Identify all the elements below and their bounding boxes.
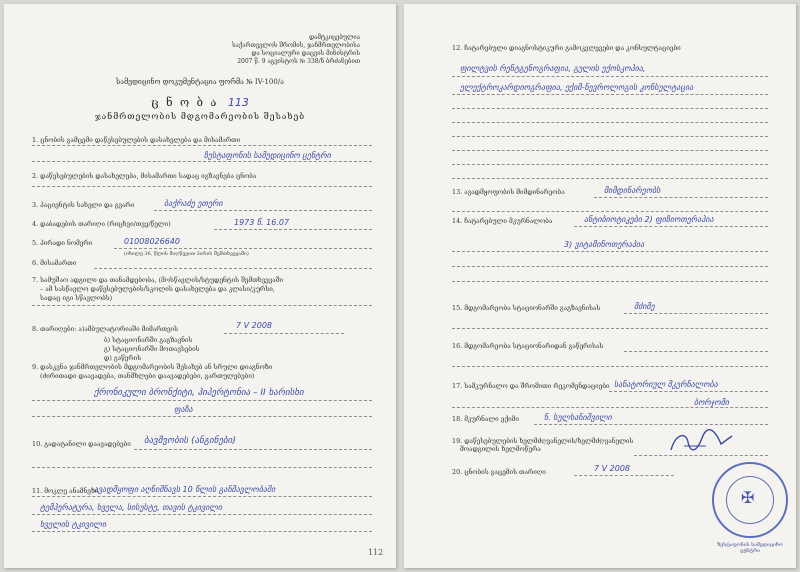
field-5-label: 5. პირადი ნომერი [32, 239, 93, 247]
field-line [452, 251, 768, 252]
field-line [134, 449, 372, 450]
field-line [452, 281, 768, 282]
field-12-value-1: ფილტვის რენტგენოგრაფია, გულის ექოსკოპია, [460, 64, 646, 73]
field-9-label-1: 9. დასკვნა ჯანმრთელობის მდგომარეობის შესახებ ან სრული დიაგნოზი [32, 363, 273, 371]
field-line [452, 178, 768, 179]
field-12-label: 12. ჩატარებული დიაგნოსტიკური გამოკვლევები და კონსულტაციები [452, 44, 681, 52]
field-1-value: ზესტაფონის სამედიცინო ცენტრი [204, 151, 331, 160]
field-line [534, 424, 768, 425]
field-line [452, 94, 768, 95]
field-6-label: 6. მისამართი [32, 259, 77, 267]
field-line [154, 210, 372, 211]
field-8a-value: 7 V 2008 [236, 321, 273, 330]
field-line [574, 226, 768, 227]
form-page-left [4, 4, 396, 568]
field-20-label: 20. ცნობის გაცემის თარიღი [452, 468, 546, 476]
field-11-value-3: ხველის ტკივილი [40, 520, 107, 529]
field-13-value: მიმდინარეობს [604, 186, 661, 195]
certificate-number: 113 [227, 96, 249, 109]
field-7-label-2: – ამ სასწავლო დაწესებულების/სკოლის დასახელება და კლასი/კურსი, [40, 285, 275, 293]
field-line [594, 197, 768, 198]
field-line [452, 407, 768, 408]
director-signature [666, 428, 736, 458]
field-line [32, 186, 372, 187]
header-line4: 2007 წ. 9 აგვისტოს № 338/ნ ბრძანებით [237, 58, 360, 65]
field-17-value-2: ბორჯომი [694, 398, 730, 407]
field-20-value: 7 V 2008 [594, 464, 631, 473]
field-3-label: 3. პაციენტის სახელი და გვარი [32, 201, 135, 209]
field-line [32, 145, 372, 146]
field-3-value: ბაქრაძე ეთერი [164, 199, 223, 208]
field-17-value-1: სანატორიულ მკურნალობა [614, 380, 718, 389]
field-8-label: 8. თარიღები: ა)ამბულატორიაში მიმართვის [32, 325, 178, 333]
field-11-value-1: ავადმყოფი აღნიშნავს 10 წლის განმავლობაში [94, 485, 276, 494]
field-18-value: ნ. სულხანიშვილი [544, 413, 612, 422]
stamp-emblem-icon: ✠ [741, 488, 755, 507]
field-9-label-2: (ძირითადი დაავადება, თანმხლები დაავადებები, გართულებები) [40, 372, 255, 380]
field-8d-label: დ) გაწერის [104, 354, 142, 362]
field-8c-label: გ) სტაციონარში მოთავსების [104, 345, 200, 353]
field-line [574, 475, 674, 476]
document-title [4, 96, 396, 109]
field-line [609, 391, 768, 392]
field-4-label: 4. დაბადების თარიღი (რიცხვი/თვე/წელი) [32, 220, 171, 228]
field-5-value: 01008026640 [124, 237, 180, 246]
field-9-value-2: ფაზა [174, 405, 193, 414]
field-11-label: 11. მოკლე ანამნეზი [32, 487, 99, 495]
field-line [452, 266, 768, 267]
field-19-label-2: მოადგილის ხელმოწერა [460, 445, 541, 453]
field-line [452, 328, 768, 329]
field-line [452, 122, 768, 123]
field-9-value-1: ქრონიკული ბრონქიტი, ჰიპერტონია – II ხარისხი [94, 388, 304, 398]
field-line [32, 467, 372, 468]
header-line3: და სოციალური დაცვის მინისტრის [251, 50, 360, 57]
field-10-value: ბავშვობის (ანგინები) [144, 436, 236, 446]
field-line [452, 366, 768, 367]
field-15-value: მძიმე [634, 302, 655, 311]
header-line2: საქართველოს შრომის, ჯანმრთელობისა [231, 42, 360, 49]
field-line [32, 400, 372, 401]
header-line1: დამტკიცებულია [309, 34, 360, 41]
field-2-label: 2. დაწესებულების დასახელება, მისამართი სადაც იგზავნება ცნობა [32, 172, 257, 180]
field-line [452, 136, 768, 137]
field-18-label: 18. მკურნალი ექიმი [452, 415, 519, 423]
form-page-right [404, 4, 796, 568]
field-8b-label: ბ) სტაციონარში გაგზავნის [104, 336, 193, 344]
margin-note: 112 [368, 548, 384, 557]
field-5-note: (იხილე 36, წლის მიღწევით პირის შემთხვევაში) [124, 251, 249, 257]
field-line [452, 164, 768, 165]
field-line [634, 455, 768, 456]
field-17-label: 17. სამკურნალო და შრომითი რეკომენდაციები [452, 382, 610, 390]
field-16-label: 16. მდგომარეობა სტაციონარიდან გაწერისას [452, 342, 604, 350]
field-line [624, 313, 768, 314]
field-line [32, 416, 372, 417]
form-code: სამედიცინო დოკუმენტაცია ფორმა № IV-100/ა [116, 78, 284, 86]
field-line [94, 268, 372, 269]
field-11-value-2: ტემპერატურა, ხველა, სისუსტე, თავის ტკივილი [40, 503, 222, 512]
field-line [452, 211, 768, 212]
document-subtitle: ჯანმრთელობის მდგომარეობის შესახებ [94, 112, 306, 122]
field-19-label-1: 19. დაწესებულების ხელმძღვანელის/ხელმძღვანელის [452, 437, 634, 445]
field-14-value-2: 3) ვიტამინოთერაპია [564, 240, 645, 249]
field-line [452, 150, 768, 151]
field-14-value-1: ანტიბიოტიკები 2) ფიზიოთერაპია [584, 215, 714, 224]
field-line [114, 248, 372, 249]
field-line [32, 514, 372, 515]
field-line [624, 351, 768, 352]
title-text: ც ნ ო ბ ა [151, 96, 219, 109]
field-14-label: 14. ჩატარებული მკურნალობა [452, 217, 553, 225]
field-line [32, 531, 372, 532]
field-line [214, 229, 372, 230]
field-line [224, 333, 344, 334]
field-10-label: 10. გადატანილი დაავადებები [32, 440, 131, 448]
field-4-value: 1973 წ. 16.07 [234, 218, 290, 227]
field-7-label-1: 7. სამუშაო ადგილი და თანამდებობა, (მოსწავლის/სტუდენტის შემთხვევაში [32, 276, 284, 284]
field-15-label: 15. მდგომარეობა სტაციონარში გაგზავნისას [452, 304, 601, 312]
field-line [32, 305, 372, 306]
field-1-label: 1. ცნობის გამცემი დაწესებულების დასახელება და მისამართი [32, 136, 241, 144]
field-13-label: 13. ავადმყოფობის მიმდინარეობა [452, 188, 565, 196]
field-line [32, 496, 372, 497]
field-line [32, 161, 372, 162]
field-line [452, 76, 768, 77]
field-12-value-2: ელექტროკარდიოგრაფია, ექიმ-ნევროლოგის კონსულტაცია [460, 83, 694, 92]
approval-header [200, 34, 360, 66]
stamp-label: ზესტაფონის სამედიცინო ცენტრი [717, 542, 783, 554]
field-7-label-3: სადაც იგი სწავლობს) [40, 294, 113, 302]
field-line [452, 108, 768, 109]
